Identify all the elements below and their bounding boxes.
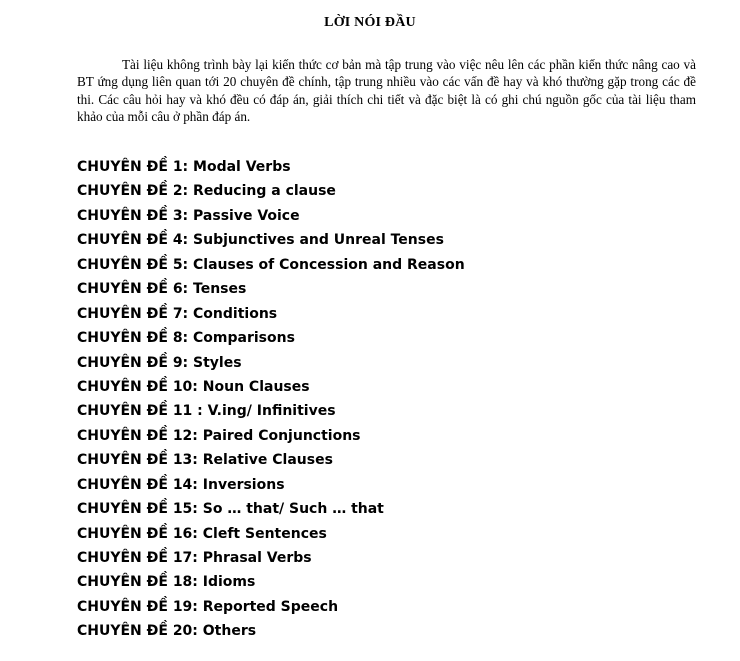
topic-item-8: CHUYÊN ĐỀ 8: Comparisons: [77, 330, 295, 347]
topic-item-4: CHUYÊN ĐỀ 4: Subjunctives and Unreal Tenses: [77, 232, 444, 249]
topic-item-11: CHUYÊN ĐỀ 11 : V.ing/ Infinitives: [77, 403, 336, 420]
topic-item-16: CHUYÊN ĐỀ 16: Cleft Sentences: [77, 525, 327, 542]
topic-item-17: CHUYÊN ĐỀ 17: Phrasal Verbs: [77, 550, 312, 566]
topic-item-10: CHUYÊN ĐỀ 10: Noun Clauses: [77, 378, 310, 395]
topic-item-19: CHUYÊN ĐỀ 19: Reported Speech: [77, 598, 339, 615]
topic-item-7: CHUYÊN ĐỀ 7: Conditions: [77, 305, 278, 322]
topic-item-6: CHUYÊN ĐỀ 6: Tenses: [77, 281, 247, 298]
topic-item-3: CHUYÊN ĐỀ 3: Passive Voice: [77, 207, 300, 224]
topic-item-18: CHUYÊN ĐỀ 18: Idioms: [77, 574, 256, 591]
topic-item-14: CHUYÊN ĐỀ 14: Inversions: [77, 476, 285, 493]
topic-item-12: CHUYÊN ĐỀ 12: Paired Conjunctions: [77, 427, 361, 444]
topic-item-15: CHUYÊN ĐỀ 15: So … that/ Such … that: [77, 501, 384, 518]
topic-item-20: CHUYÊN ĐỀ 20: Others: [77, 623, 257, 640]
topic-item-9: CHUYÊN ĐỀ 9: Styles: [77, 354, 242, 371]
topic-item-5: CHUYÊN ĐỀ 5: Clauses of Concession and Reason: [77, 256, 465, 273]
topic-list: [77, 155, 465, 644]
topic-item-2: CHUYÊN ĐỀ 2: Reducing a clause: [77, 183, 336, 200]
topic-item-1: CHUYÊN ĐỀ 1: Modal Verbs: [77, 159, 291, 175]
page-title: LỜI NÓI ĐẦU: [324, 15, 416, 30]
topic-item-13: CHUYÊN ĐỀ 13: Relative Clauses: [77, 452, 333, 469]
intro-paragraph: Tài liệu không trình bày lại kiến thức cơ bản mà tập trung vào việc nêu lên các phần kiến thức nâng cao và BT ứng dụng liên quan tới 20 chuyên đề chính, tập trung nhiều vào các vấn đề hay và khó thường gặp trong các đề thi. Các câu hỏi hay và khó đều có đáp án, giải thích chi tiết và đặc biệt là có ghi chú nguồn gốc của tài liệu tham khảo của mỗi câu ở phần đáp án.: [77, 57, 696, 124]
